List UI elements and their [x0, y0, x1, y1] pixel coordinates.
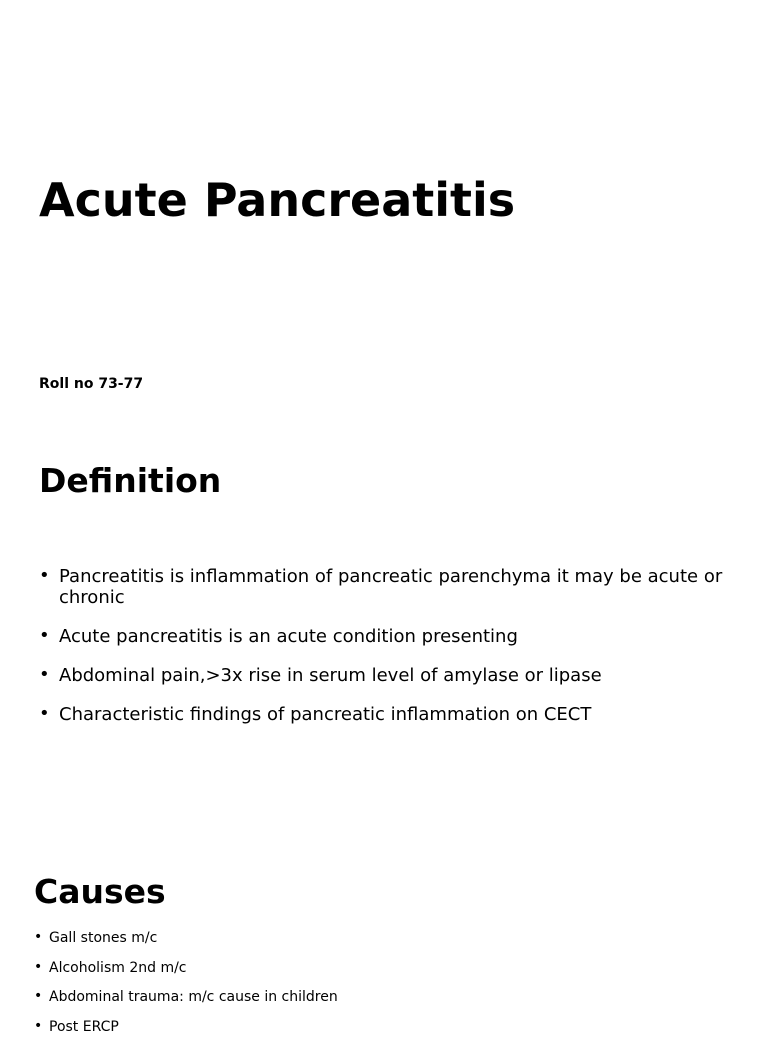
- definition-list: [39, 566, 729, 743]
- bullet-icon: •: [39, 664, 50, 685]
- causes-heading: Causes: [34, 872, 166, 911]
- list-item: [34, 929, 734, 947]
- bullet-icon: •: [39, 565, 50, 586]
- list-item-text: Alcoholism 2nd m/c: [49, 959, 187, 976]
- slide-title: Acute Pancreatitis: [39, 173, 516, 227]
- list-item-text: Abdominal trauma: m/c cause in children: [49, 989, 338, 1005]
- list-item: [34, 1018, 734, 1036]
- bullet-icon: •: [34, 1017, 43, 1034]
- list-item-text: Pancreatitis is inflammation of pancreatic parenchyma it may be acute or chronic: [59, 566, 723, 608]
- list-item: [34, 988, 734, 1006]
- bullet-icon: •: [34, 988, 43, 1004]
- list-item-text: Characteristic findings of pancreatic inflammation on CECT: [59, 704, 592, 725]
- causes-list: [34, 929, 734, 1047]
- list-item-text: Acute pancreatitis is an acute condition presenting: [59, 626, 518, 647]
- slide-subtitle: Roll no 73-77: [39, 376, 144, 392]
- list-item: [39, 704, 729, 725]
- list-item: [34, 959, 734, 977]
- list-item-text: Gall stones m/c: [49, 930, 158, 946]
- bullet-icon: •: [39, 703, 50, 724]
- list-item: [39, 566, 729, 608]
- bullet-icon: •: [34, 929, 43, 945]
- list-item-text: Abdominal pain,>3x rise in serum level of amylase or lipase: [59, 665, 602, 686]
- list-item: [39, 665, 729, 686]
- definition-heading: Definition: [39, 461, 222, 500]
- bullet-icon: •: [39, 625, 50, 646]
- bullet-icon: •: [34, 958, 43, 975]
- list-item-text: Post ERCP: [49, 1018, 119, 1035]
- list-item: [39, 626, 729, 647]
